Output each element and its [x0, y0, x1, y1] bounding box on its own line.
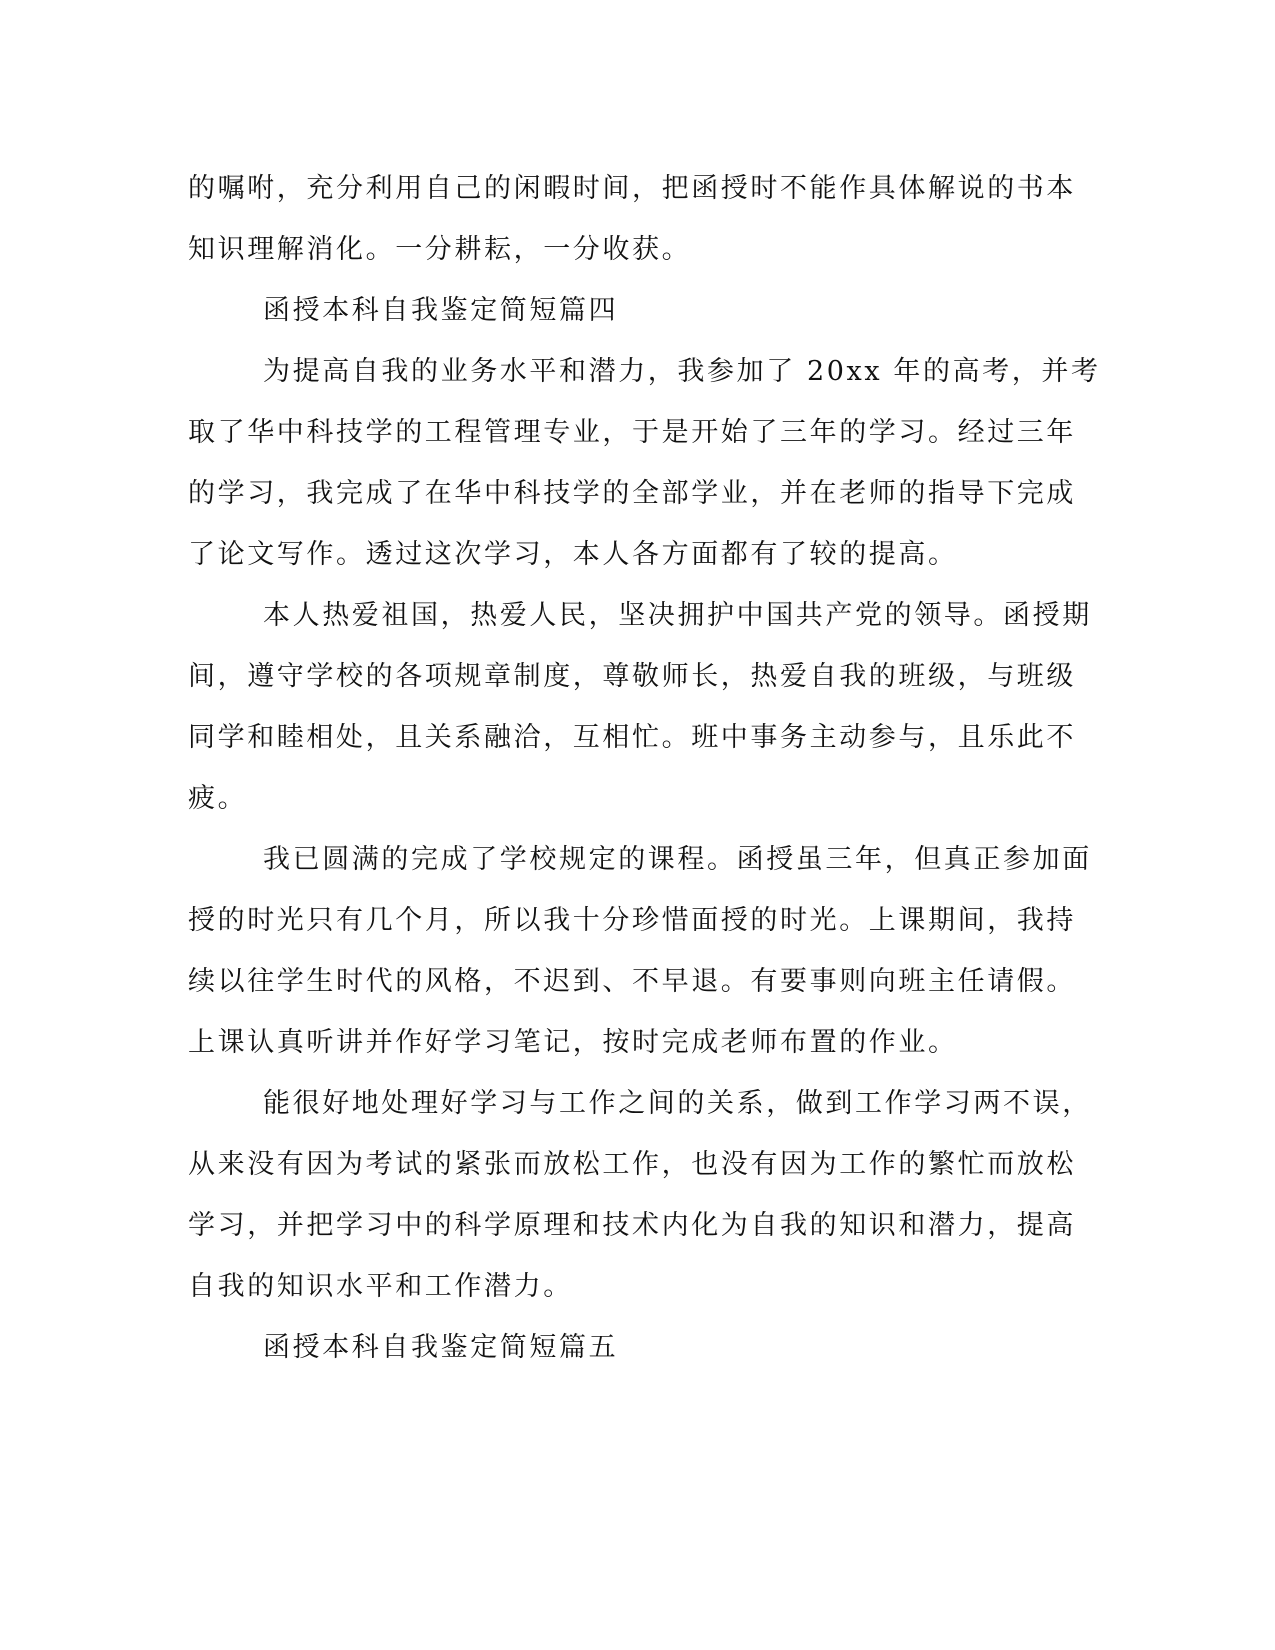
- paragraph-first-line: 为提高自我的业务水平和潜力，我参加了 20xx 年的高考，并考: [263, 356, 1101, 387]
- text-line: 上课认真听讲并作好学习笔记，按时完成老师布置的作业。: [188, 1027, 958, 1058]
- text-line: 的嘱咐，充分利用自己的闲暇时间，把函授时不能作具体解说的书本: [188, 173, 1076, 204]
- document-body: [188, 158, 1101, 1378]
- paragraph-first-line: 能很好地处理好学习与工作之间的关系，做到工作学习两不误，: [263, 1088, 1092, 1119]
- text-line: 间，遵守学校的各项规章制度，尊敬师长，热爱自我的班级，与班级: [188, 661, 1076, 692]
- text-line: 自我的知识水平和工作潜力。: [188, 1271, 573, 1302]
- text-line: 从来没有因为考试的紧张而放松工作，也没有因为工作的繁忙而放松: [188, 1149, 1076, 1180]
- text-line: 授的时光只有几个月，所以我十分珍惜面授的时光。上课期间，我持: [188, 905, 1076, 936]
- text-line: 同学和睦相处，且关系融洽，互相忙。班中事务主动参与，且乐此不: [188, 722, 1076, 753]
- text-line: 了论文写作。透过这次学习，本人各方面都有了较的提高。: [188, 539, 958, 570]
- text-line: 续以往学生时代的风格，不迟到、不早退。有要事则向班主任请假。: [188, 966, 1076, 997]
- section-heading: 函授本科自我鉴定简短篇五: [263, 1332, 619, 1363]
- text-line: 取了华中科技学的工程管理专业，于是开始了三年的学习。经过三年: [188, 417, 1076, 448]
- text-line: 的学习，我完成了在华中科技学的全部学业，并在老师的指导下完成: [188, 478, 1076, 509]
- paragraph-first-line: 我已圆满的完成了学校规定的课程。函授虽三年，但真正参加面: [263, 844, 1092, 875]
- text-line: 知识理解消化。一分耕耘，一分收获。: [188, 234, 692, 265]
- section-heading: 函授本科自我鉴定简短篇四: [263, 295, 619, 326]
- paragraph-first-line: 本人热爱祖国，热爱人民，坚决拥护中国共产党的领导。函授期: [263, 600, 1092, 631]
- text-line: 学习，并把学习中的科学原理和技术内化为自我的知识和潜力，提高: [188, 1210, 1076, 1241]
- text-line: 疲。: [188, 783, 248, 814]
